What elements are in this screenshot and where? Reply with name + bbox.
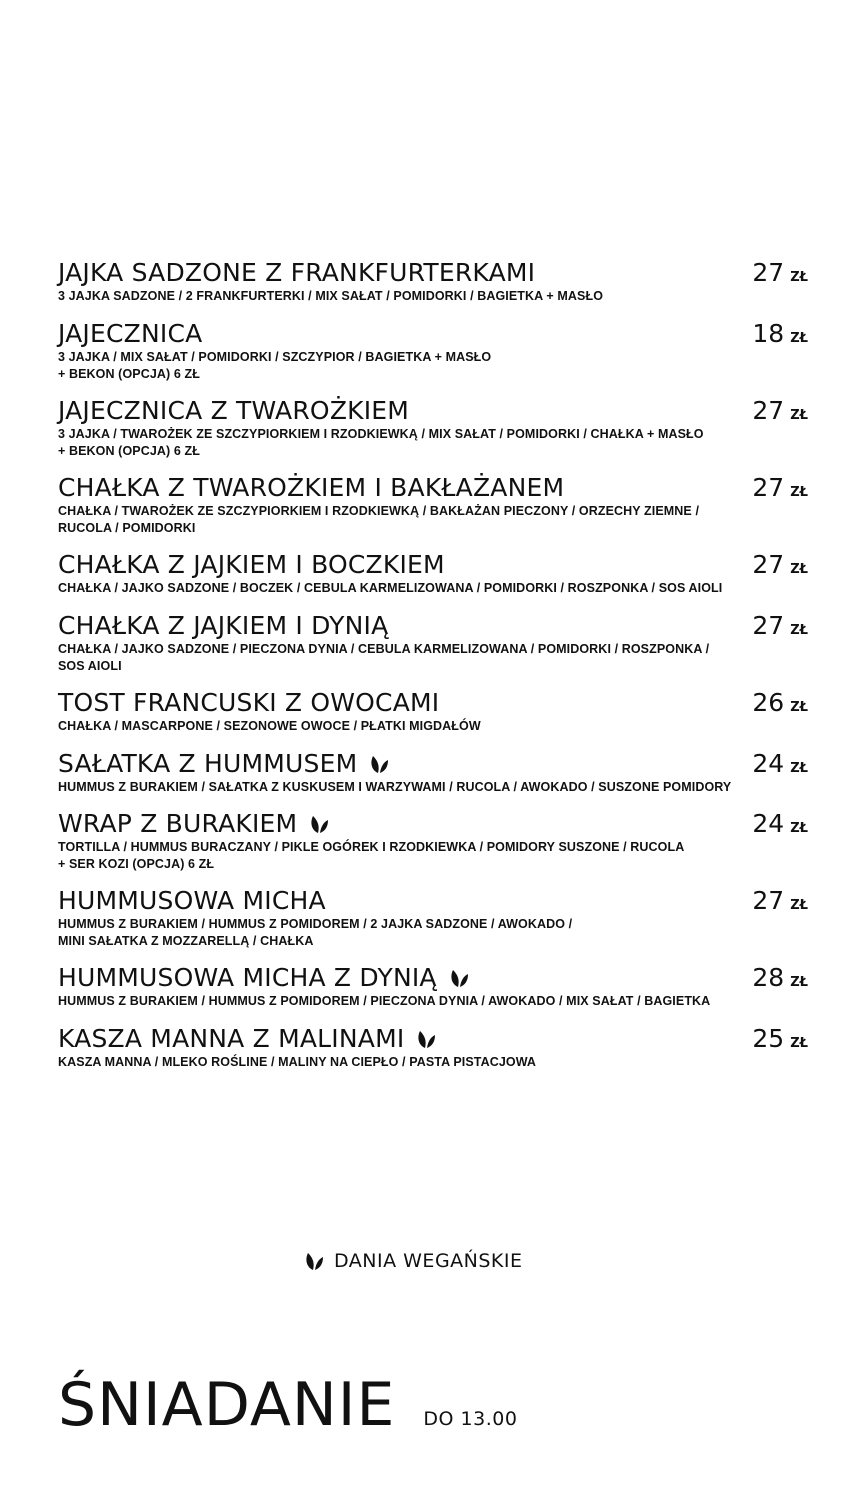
leaf-icon bbox=[304, 1250, 324, 1272]
menu-item-description: 3 JAJKA / TWAROŻEK ZE SZCZYPIORKIEM I RZODKIEWKĄ / MIX SAŁAT / POMIDORKI / CHAŁKA + MASŁO + BEKON (OPCJA) 6 ZŁ bbox=[58, 427, 704, 458]
menu-item-price bbox=[752, 258, 808, 293]
menu-item-description: 3 JAJKA / MIX SAŁAT / POMIDORKI / SZCZYPIOR / BAGIETKA + MASŁO + BEKON (OPCJA) 6 ZŁ bbox=[58, 350, 492, 381]
menu-item-description: CHAŁKA / JAJKO SADZONE / BOCZEK / CEBULA KARMELIZOWANA / POMIDORKI / ROSZPONKA / SOS AIOLI bbox=[58, 581, 723, 595]
menu-item-title bbox=[58, 611, 808, 641]
menu-item-description: HUMMUS Z BURAKIEM / SAŁATKA Z KUSKUSEM I WARZYWAMI / RUCOLA / AWOKADO / SUSZONE POMIDORY bbox=[58, 780, 732, 794]
menu-item-price bbox=[752, 611, 808, 646]
menu-item bbox=[58, 963, 808, 1010]
leaf-icon bbox=[369, 753, 389, 775]
menu-item-title bbox=[58, 258, 808, 288]
price-amount: 27 bbox=[752, 473, 785, 502]
menu-item-description: HUMMUS Z BURAKIEM / HUMMUS Z POMIDOREM / PIECZONA DYNIA / AWOKADO / MIX SAŁAT / BAGIETKA bbox=[58, 994, 711, 1008]
page-title: ŚNIADANIE bbox=[58, 1370, 396, 1440]
menu-item bbox=[58, 550, 808, 597]
menu-item-title bbox=[58, 749, 808, 779]
price-amount: 27 bbox=[752, 258, 785, 287]
price-currency: ZŁ bbox=[790, 761, 808, 776]
section-heading bbox=[58, 1370, 517, 1440]
price-currency: ZŁ bbox=[790, 562, 808, 577]
menu-item-title bbox=[58, 1024, 808, 1054]
menu-item-description: 3 JAJKA SADZONE / 2 FRANKFURTERKI / MIX SAŁAT / POMIDORKI / BAGIETKA + MASŁO bbox=[58, 289, 604, 303]
menu-item-title bbox=[58, 963, 808, 993]
menu-item bbox=[58, 688, 808, 735]
menu-item bbox=[58, 1024, 808, 1071]
menu-item-title bbox=[58, 809, 808, 839]
menu-item-title bbox=[58, 688, 808, 718]
price-amount: 27 bbox=[752, 396, 785, 425]
menu-item-price bbox=[752, 688, 808, 723]
price-amount: 27 bbox=[752, 886, 785, 915]
serving-hours: DO 13.00 bbox=[423, 1408, 518, 1430]
price-currency: ZŁ bbox=[790, 270, 808, 285]
menu-item-description: HUMMUS Z BURAKIEM / HUMMUS Z POMIDOREM / 2 JAJKA SADZONE / AWOKADO / MINI SAŁATKA Z MOZZARELLĄ / CHAŁKA bbox=[58, 917, 573, 948]
menu-item bbox=[58, 319, 808, 382]
menu-item-price bbox=[752, 319, 808, 354]
menu-item-name: TOST FRANCUSKI Z OWOCAMI bbox=[58, 688, 440, 717]
menu-item-title bbox=[58, 473, 808, 503]
price-currency: ZŁ bbox=[790, 975, 808, 990]
price-amount: 24 bbox=[752, 809, 785, 838]
menu-item-price bbox=[752, 809, 808, 844]
menu-item-price bbox=[752, 963, 808, 998]
menu-item-name: HUMMUSOWA MICHA bbox=[58, 886, 326, 915]
menu-item-name: CHAŁKA Z JAJKIEM I BOCZKIEM bbox=[58, 550, 445, 579]
price-amount: 26 bbox=[752, 688, 785, 717]
menu-item bbox=[58, 886, 808, 949]
menu-item-name: JAJECZNICA bbox=[58, 319, 203, 348]
menu-item-price bbox=[752, 886, 808, 921]
menu-item-name: WRAP Z BURAKIEM bbox=[58, 809, 298, 838]
menu-item bbox=[58, 809, 808, 872]
vegan-legend bbox=[304, 1250, 523, 1272]
menu-item-title bbox=[58, 396, 808, 426]
price-amount: 24 bbox=[752, 749, 785, 778]
menu-item-name: JAJECZNICA Z TWAROŻKIEM bbox=[58, 396, 410, 425]
price-currency: ZŁ bbox=[790, 821, 808, 836]
menu-item-description: CHAŁKA / MASCARPONE / SEZONOWE OWOCE / PŁATKI MIGDAŁÓW bbox=[58, 719, 481, 733]
menu-item-price bbox=[752, 1024, 808, 1059]
menu-item-name: CHAŁKA Z JAJKIEM I DYNIĄ bbox=[58, 611, 389, 640]
menu-item bbox=[58, 396, 808, 459]
price-currency: ZŁ bbox=[790, 485, 808, 500]
menu-item-title bbox=[58, 886, 808, 916]
price-amount: 27 bbox=[752, 611, 785, 640]
legend-label: DANIA WEGAŃSKIE bbox=[334, 1250, 523, 1272]
leaf-icon bbox=[449, 967, 469, 989]
menu-item-description: CHAŁKA / TWAROŻEK ZE SZCZYPIORKIEM I RZODKIEWKĄ / BAKŁAŻAN PIECZONY / ORZECHY ZIEMNE / RUCOLA / POMIDORKI bbox=[58, 504, 700, 535]
price-amount: 27 bbox=[752, 550, 785, 579]
price-amount: 28 bbox=[752, 963, 785, 992]
menu-item bbox=[58, 611, 808, 674]
menu-item-name: HUMMUSOWA MICHA Z DYNIĄ bbox=[58, 963, 437, 992]
leaf-icon bbox=[416, 1028, 436, 1050]
menu-item bbox=[58, 749, 808, 796]
price-amount: 25 bbox=[752, 1024, 785, 1053]
menu-item-description: CHAŁKA / JAJKO SADZONE / PIECZONA DYNIA / CEBULA KARMELIZOWANA / POMIDORKI / ROSZPONKA / SOS AIOLI bbox=[58, 642, 710, 673]
menu-item-name: SAŁATKA Z HUMMUSEM bbox=[58, 749, 358, 778]
price-currency: ZŁ bbox=[790, 700, 808, 715]
price-amount: 18 bbox=[752, 319, 785, 348]
menu-item-price bbox=[752, 473, 808, 508]
price-currency: ZŁ bbox=[790, 898, 808, 913]
price-currency: ZŁ bbox=[790, 331, 808, 346]
menu-item-price bbox=[752, 396, 808, 431]
menu-item-title bbox=[58, 319, 808, 349]
menu-item-title bbox=[58, 550, 808, 580]
menu-item bbox=[58, 258, 808, 305]
menu-item-description: KASZA MANNA / MLEKO ROŚLINE / MALINY NA CIEPŁO / PASTA PISTACJOWA bbox=[58, 1055, 537, 1069]
price-currency: ZŁ bbox=[790, 408, 808, 423]
menu-item-name: JAJKA SADZONE Z FRANKFURTERKAMI bbox=[58, 258, 536, 287]
menu-item bbox=[58, 473, 808, 536]
price-currency: ZŁ bbox=[790, 1036, 808, 1051]
menu-item-name: CHAŁKA Z TWAROŻKIEM I BAKŁAŻANEM bbox=[58, 473, 565, 502]
price-currency: ZŁ bbox=[790, 623, 808, 638]
menu-item-price bbox=[752, 550, 808, 585]
menu-item-name: KASZA MANNA Z MALINAMI bbox=[58, 1024, 405, 1053]
menu-item-description: TORTILLA / HUMMUS BURACZANY / PIKLE OGÓREK I RZODKIEWKA / POMIDORY SUSZONE / RUCOLA + SER KOZI (OPCJA) 6 ZŁ bbox=[58, 840, 685, 871]
leaf-icon bbox=[309, 813, 329, 835]
menu-item-price bbox=[752, 749, 808, 784]
